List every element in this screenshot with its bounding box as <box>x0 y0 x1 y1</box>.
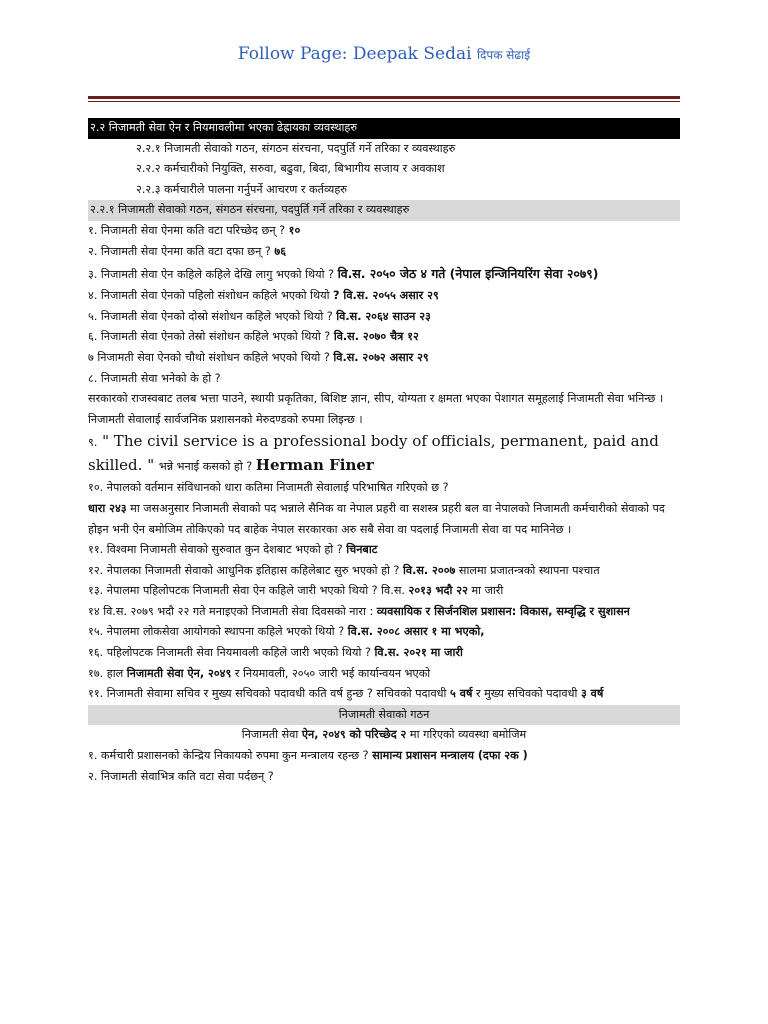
question-1: १. निजामती सेवा ऐनमा कति वटा परिच्छेद छन् ? १० <box>88 223 301 237</box>
header-title-en: Follow Page: Deepak Sedai <box>237 44 472 64</box>
question-6: ६. निजामती सेवा ऐनको तेस्रो संशोधन कहिले भएको थियो ? वि.स. २०७० चैत्र १२ <box>88 330 419 344</box>
answer-6: वि.स. २०७० चैत्र १२ <box>333 330 419 344</box>
document-body <box>88 118 680 787</box>
question-4: ४. निजामती सेवा ऐनको पहिलो संशोधन कहिले भएको थियो ? वि.स. २०५५ असार २९ <box>88 289 439 303</box>
question-10: १०. नेपालको वर्तमान संविधानको धारा कतिमा निजामती सेवालाई परिभाषित गरिएको छ ? <box>88 481 449 495</box>
subitem-2: २.२.२ कर्मचारीको नियुक्ति, सरुवा, बढुवा, बिदा, बिभागीय सजाय र अवकाश <box>136 162 445 176</box>
subitem-1: २.२.१ निजामती सेवाको गठन, संगठन संरचना, पदपुर्ति गर्ने तरिका र व्यवस्थाहरु <box>136 141 456 155</box>
question-13: १३. नेपालमा पहिलोपटक निजामती सेवा ऐन कहिले जारी भएको थियो ? वि.स. २०१३ भदौ २२ मा जारी <box>88 584 504 598</box>
question-5: ५. निजामती सेवा ऐनको दोस्रो संशोधन कहिले भएको थियो ? वि.स. २०६४ साउन २३ <box>88 309 431 323</box>
subsection-heading: २.२.१ निजामती सेवाको गठन, संगठन संरचना, पदपुर्ति गर्ने तरिका र व्यवस्थाहरु <box>88 200 680 221</box>
article-paragraph: धारा २४३ मा जसअनुसार निजामती सेवाको पद भन्नाले सैनिक वा नेपाल प्रहरी वा सशस्त्र प्रहरी बल वा नेपालको निजामती कर्मचारीको सेवाको पद होइन भनी ऐन बमोजिम तोकिएको पद बाहेक नेपाल सरकारका अरु सबै सेवा वा पदलाई निजामती सेवा वा पद मानिनेछ । <box>88 501 665 536</box>
question-2: २. निजामती सेवा ऐनमा कति वटा दफा छन् ? ७६ <box>88 244 287 258</box>
answer-4: ? वि.स. २०५५ असार २९ <box>333 289 439 303</box>
answer-5: वि.स. २०६४ साउन २३ <box>336 309 431 323</box>
header-rule-thick <box>88 96 680 99</box>
question-3: ३. निजामती सेवा ऐन कहिले कहिले देखि लागु भएको थियो ? वि.स. २०५० जेठ ४ गते (नेपाल इन्जिनियरिंग सेवा २०७९) <box>88 266 599 282</box>
answer-1: १० <box>288 223 301 237</box>
answer-17: निजामती सेवा ऐन, २०४९ <box>126 666 232 680</box>
formation-subheading: निजामती सेवा ऐन, २०४९ को परिच्छेद २ मा गरिएको व्यवस्था बमोजिम <box>241 728 527 742</box>
answer-11: चिनबाट <box>346 543 378 557</box>
civil-service-quote: " The civil service is a professional body of officials, permanent, paid and skilled. " <box>88 432 659 475</box>
answer-9: Herman Finer <box>255 456 374 475</box>
formation-heading: निजामती सेवाको गठन <box>88 705 680 726</box>
question-11: ११. विश्वमा निजामती सेवाको सुरुवात कुन देशबाट भएको हो ? चिनबाट <box>88 543 378 557</box>
section-heading: २.२ निजामती सेवा ऐन र नियमावलीमा भएका ढेह्रायका व्यवस्थाहरु <box>88 118 680 139</box>
question-16: १६. पहिलोपटक निजामती सेवा नियमावली कहिले जारी भएको थियो ? वि.स. २०२१ मा जारी <box>88 646 463 660</box>
question-17: १७. हाल निजामती सेवा ऐन, २०४९ र नियमावली, २०५० जारी भई कार्यान्वयन भएको <box>88 666 431 680</box>
answer-13: २०१३ भदौ २२ <box>408 584 468 598</box>
question-8: ८. निजामती सेवा भनेको के हो ? <box>88 371 221 385</box>
answer-15: वि.स. २००८ असार १ मा भएको, <box>347 625 485 639</box>
header-title-np: दिपक सेढाई <box>476 48 531 62</box>
question-9: ९. " The civil service is a professional body of officials, permanent, paid and skilled. " भन्ने भनाई कसको हो ? Herman Finer <box>88 432 659 475</box>
question-12: १२. नेपालका निजामती सेवाको आधुनिक इतिहास कहिलेबाट सुरु भएको हो ? वि.स. २००७ सालमा प्रजातन्त्रको स्थापना पश्चात <box>88 563 600 577</box>
subitem-3: २.२.३ कर्मचारीले पालना गर्नुपर्ने आचरण र कर्तव्यहरु <box>136 182 347 196</box>
formation-question-1: १. कर्मचारी प्रशासनको केन्द्रिय निकायको रुपमा कुन मन्त्रालय रहन्छ ? सामान्य प्रशासन मन्त्रालय (दफा २क ) <box>88 749 528 763</box>
answer-2: ७६ <box>274 244 287 258</box>
answer-3: वि.स. २०५० जेठ ४ गते (नेपाल इन्जिनियरिंग सेवा २०७९) <box>337 266 599 282</box>
answer-16: वि.स. २०२१ मा जारी <box>374 646 463 660</box>
question-18: ११. निजामती सेवामा सचिव र मुख्य सचिवको पदावधी कति वर्ष हुन्छ ? सचिवको पदावधी ५ वर्ष र मुख्य सचिवको पदावधी ३ वर्ष <box>88 687 604 701</box>
answer-7: वि.स. २०७२ असार २९ <box>333 350 429 364</box>
formation-question-2: २. निजामती सेवाभित्र कति वटा सेवा पर्दछन् ? <box>88 769 274 783</box>
answer-14: व्यवसायिक र सिर्जनशिल प्रशासन: विकास, सम्वृद्धि र सुशासन <box>376 604 630 618</box>
formation-answer-1: सामान्य प्रशासन मन्त्रालय (दफा २क ) <box>372 749 528 763</box>
definition-paragraph: सरकारको राजस्वबाट तलब भत्ता पाउने, स्थायी प्रकृतिका, बिशिष्ट ज्ञान, सीप, योग्यता र क्षमता भएका पेशागत समूहलाई निजामती सेवा भनिन्छ । निजामती सेवालाई सार्वजनिक प्रशासनको मेरुदण्डको रुपमा लिइन्छ । <box>88 392 664 426</box>
answer-12: वि.स. २००७ <box>402 563 456 577</box>
header-rule-thin <box>88 101 680 102</box>
question-7: ७ निजामती सेवा ऐनको चौथो संशोधन कहिले भएको थियो ? वि.स. २०७२ असार २९ <box>88 350 429 364</box>
question-14: १४ वि.स. २०७९ भदौ २२ गते मनाइएको निजामती सेवा दिवसको नारा : व्यवसायिक र सिर्जनशिल प्रशासन: विकास, सम्वृद्धि र सुशासन <box>88 604 630 618</box>
page-header <box>0 44 768 64</box>
question-15: १५. नेपालमा लोकसेवा आयोगको स्थापना कहिले भएको थियो ? वि.स. २००८ असार १ मा भएको, <box>88 625 485 639</box>
